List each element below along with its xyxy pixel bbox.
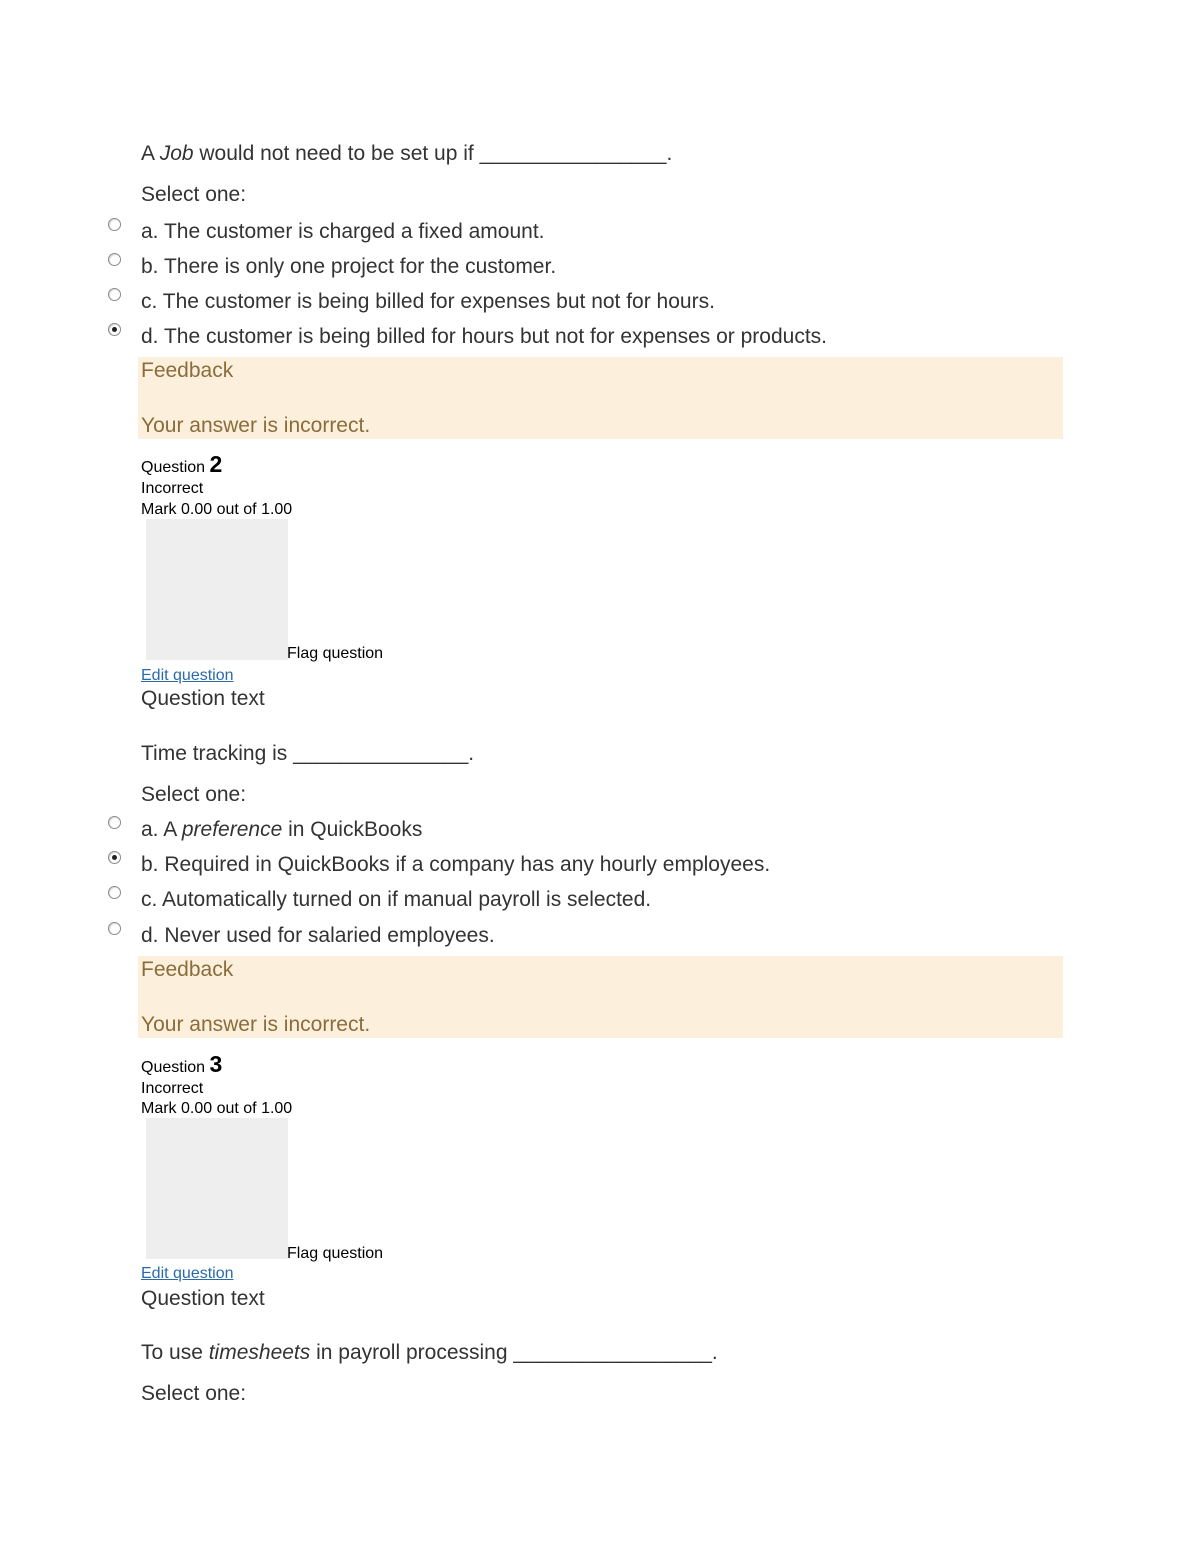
q1-option-c-radio[interactable] <box>108 288 121 301</box>
q2-header <box>141 451 222 478</box>
q2-select-one: Select one: <box>141 783 247 806</box>
q1-feedback-panel <box>138 357 1063 439</box>
q2-option-c-radio[interactable] <box>108 886 121 899</box>
q3-question-text: To use timesheets in payroll processing _________________. <box>141 1341 718 1364</box>
q2-question-text: Time tracking is _______________. <box>141 742 475 765</box>
q2-flag-question[interactable]: Flag question <box>287 645 384 662</box>
q1-feedback-title: Feedback <box>141 359 234 382</box>
q2-option-d-radio[interactable] <box>108 922 121 935</box>
q2-question-number: 2 <box>209 451 223 477</box>
q3-flag-image[interactable] <box>146 1118 288 1259</box>
q1-option-a[interactable]: a. The customer is charged a fixed amount. <box>141 220 545 243</box>
q1-option-a-radio[interactable] <box>108 218 121 231</box>
q2-question-label: Question <box>141 459 206 476</box>
q3-mark: Mark 0.00 out of 1.00 <box>141 1100 293 1117</box>
q2-option-b-radio[interactable] <box>108 851 121 864</box>
q1-option-b-radio[interactable] <box>108 253 121 266</box>
q1-select-one: Select one: <box>141 183 247 206</box>
q1-option-c[interactable]: c. The customer is being billed for expenses but not for hours. <box>141 290 715 313</box>
q1-feedback-text: Your answer is incorrect. <box>141 414 371 437</box>
q2-edit-question-link[interactable]: Edit question <box>141 667 234 684</box>
q1-option-b[interactable]: b. There is only one project for the customer. <box>141 255 557 278</box>
q2-feedback-text: Your answer is incorrect. <box>141 1013 371 1036</box>
q2-feedback-panel <box>138 956 1063 1038</box>
q2-state: Incorrect <box>141 480 204 497</box>
q3-question-number: 3 <box>209 1051 223 1077</box>
q3-flag-question[interactable]: Flag question <box>287 1245 384 1262</box>
q3-state: Incorrect <box>141 1080 204 1097</box>
q3-edit-question-link[interactable]: Edit question <box>141 1265 234 1282</box>
q3-question-text-title: Question text <box>141 1287 265 1310</box>
q1-question-text: A Job would not need to be set up if ________________. <box>141 142 673 165</box>
q3-header <box>141 1051 222 1078</box>
q2-option-d[interactable]: d. Never used for salaried employees. <box>141 924 495 947</box>
q2-feedback-title: Feedback <box>141 958 234 981</box>
q2-flag-image[interactable] <box>146 519 288 660</box>
q2-option-b[interactable]: b. Required in QuickBooks if a company has any hourly employees. <box>141 853 771 876</box>
q2-option-c[interactable]: c. Automatically turned on if manual payroll is selected. <box>141 888 652 911</box>
q1-option-d-radio[interactable] <box>108 323 121 336</box>
q2-question-text-title: Question text <box>141 687 265 710</box>
q3-select-one: Select one: <box>141 1382 247 1405</box>
q2-option-a[interactable]: a. A preference in QuickBooks <box>141 818 423 841</box>
q2-mark: Mark 0.00 out of 1.00 <box>141 501 293 518</box>
q2-option-a-radio[interactable] <box>108 816 121 829</box>
q1-option-d[interactable]: d. The customer is being billed for hours but not for expenses or products. <box>141 325 827 348</box>
q3-question-label: Question <box>141 1059 206 1076</box>
